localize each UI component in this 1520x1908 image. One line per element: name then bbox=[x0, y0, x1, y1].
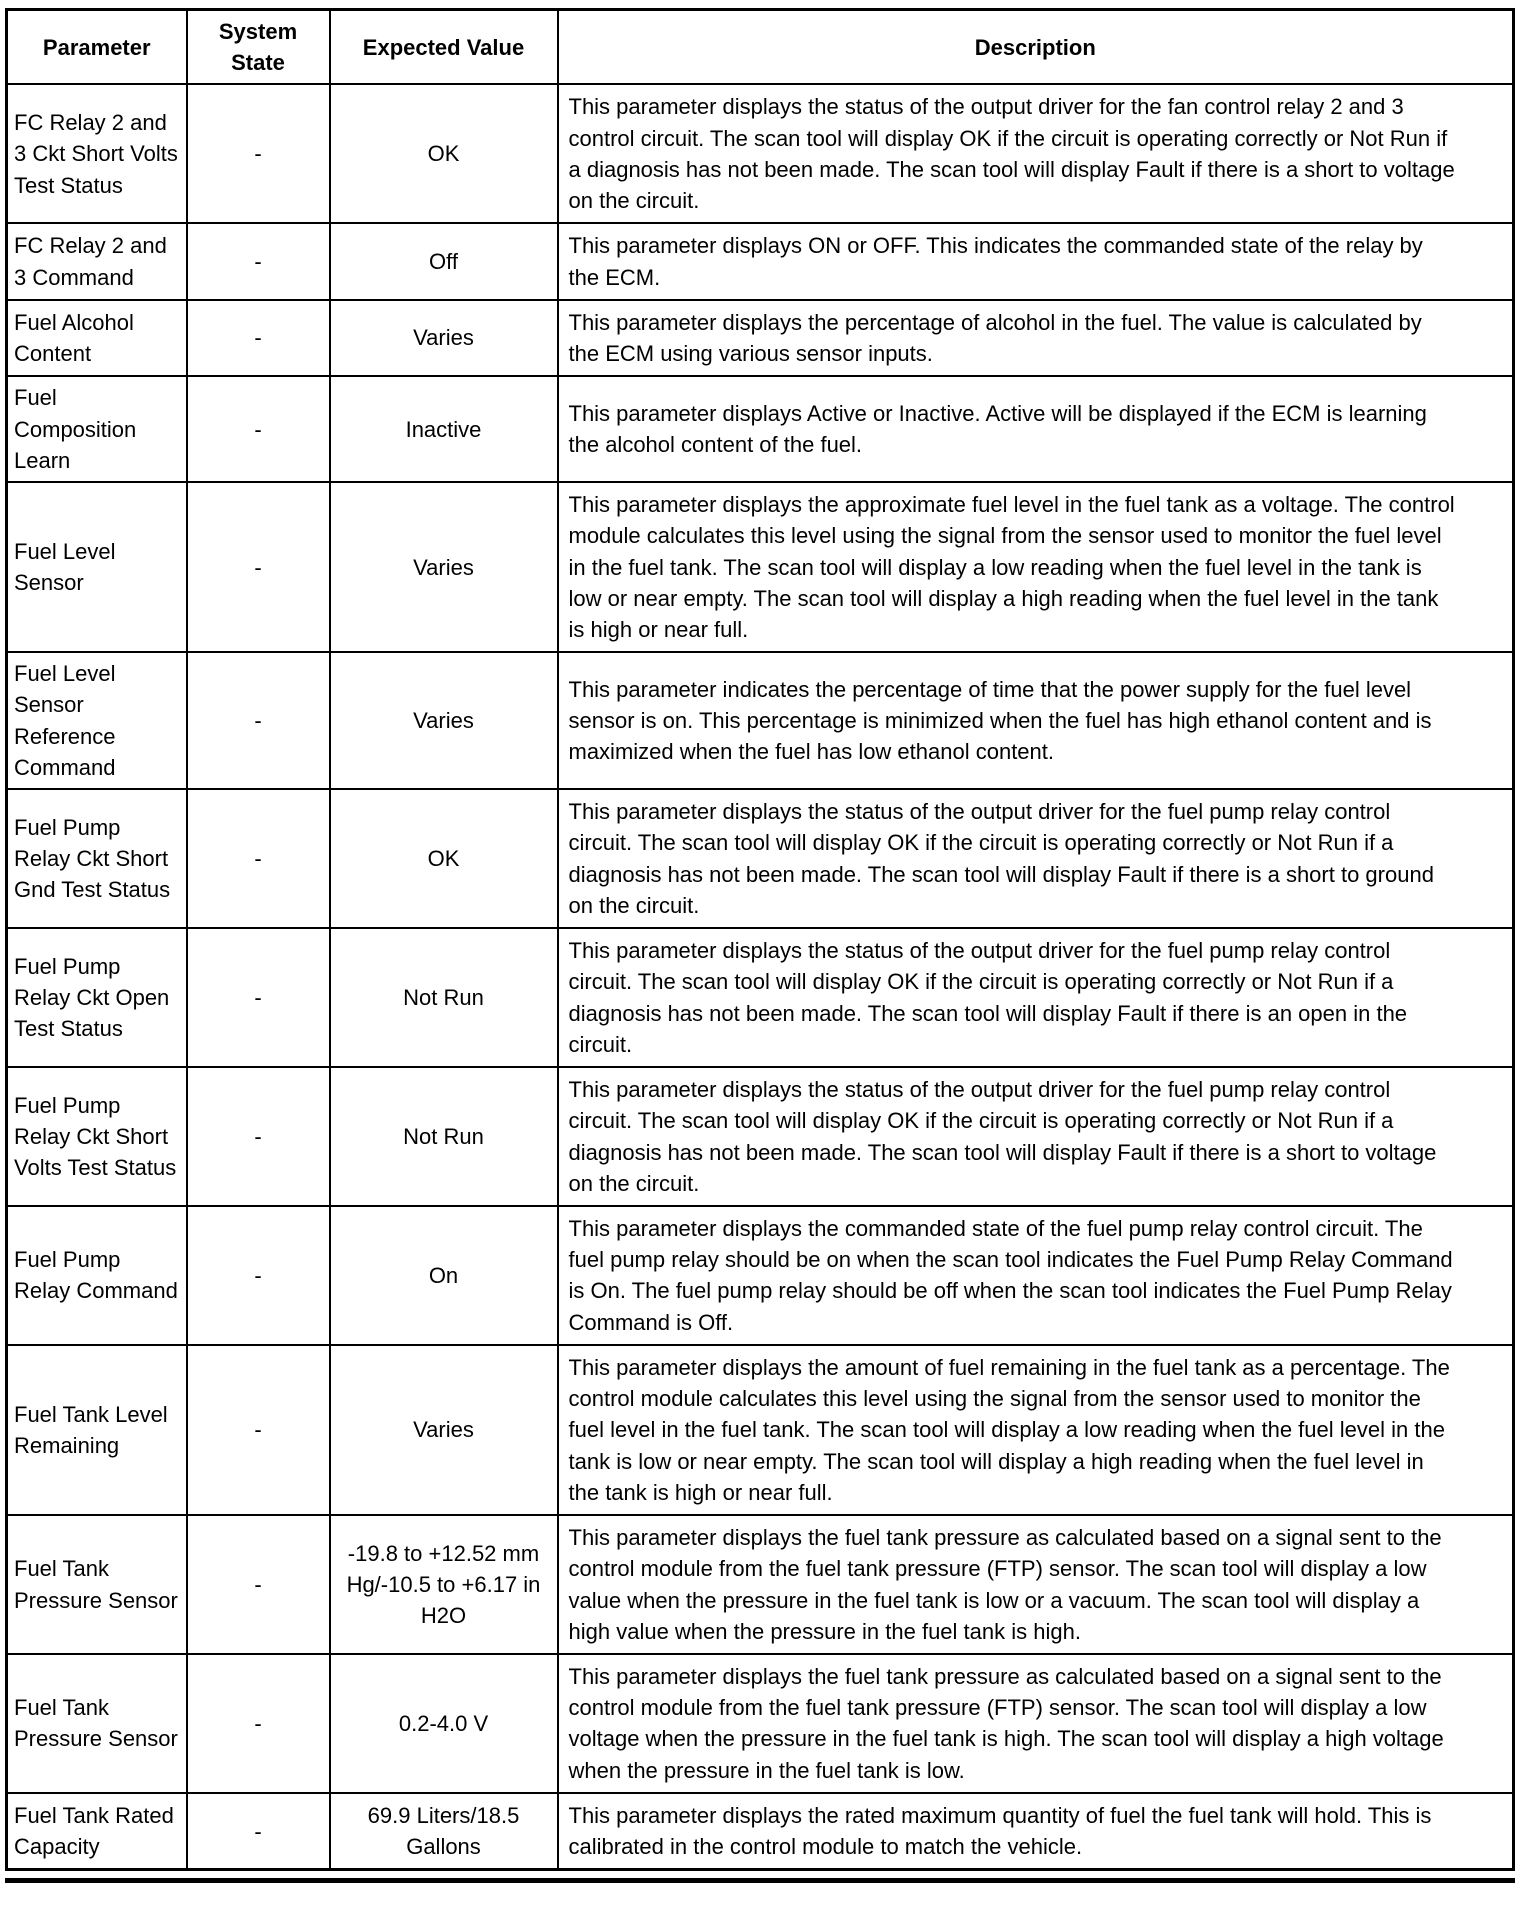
parameter-cell: Fuel Tank Pressure Sensor bbox=[7, 1515, 187, 1654]
table-row bbox=[7, 1793, 1514, 1870]
parameter-cell: Fuel Composition Learn bbox=[7, 376, 187, 482]
table-row bbox=[7, 789, 1514, 928]
table-row bbox=[7, 1067, 1514, 1206]
parameter-cell: FC Relay 2 and 3 Command bbox=[7, 223, 187, 299]
expected-value-cell: Varies bbox=[330, 300, 558, 376]
parameter-cell: Fuel Tank Level Remaining bbox=[7, 1345, 187, 1515]
table-row bbox=[7, 1515, 1514, 1654]
parameter-cell: Fuel Pump Relay Ckt Short Volts Test Status bbox=[7, 1067, 187, 1206]
table-row bbox=[7, 482, 1514, 652]
col-header-expected-value: Expected Value bbox=[330, 10, 558, 85]
system-state-cell: - bbox=[187, 1206, 330, 1345]
system-state-cell: - bbox=[187, 928, 330, 1067]
parameter-cell: Fuel Level Sensor Reference Command bbox=[7, 652, 187, 789]
expected-value-cell: 0.2-4.0 V bbox=[330, 1654, 558, 1793]
table-row bbox=[7, 223, 1514, 299]
col-header-description: Description bbox=[558, 10, 1514, 85]
system-state-cell: - bbox=[187, 84, 330, 223]
parameter-cell: Fuel Level Sensor bbox=[7, 482, 187, 652]
description-cell: This parameter displays the rated maximum quantity of fuel the fuel tank will hold. This is calibrated in the control module to match the vehicle. bbox=[558, 1793, 1514, 1870]
parameter-cell: Fuel Tank Rated Capacity bbox=[7, 1793, 187, 1870]
expected-value-cell: Off bbox=[330, 223, 558, 299]
system-state-cell: - bbox=[187, 482, 330, 652]
description-cell: This parameter displays ON or OFF. This indicates the commanded state of the relay by the ECM. bbox=[558, 223, 1514, 299]
parameter-cell: FC Relay 2 and 3 Ckt Short Volts Test Status bbox=[7, 84, 187, 223]
parameter-cell: Fuel Pump Relay Command bbox=[7, 1206, 187, 1345]
expected-value-cell: On bbox=[330, 1206, 558, 1345]
expected-value-cell: Inactive bbox=[330, 376, 558, 482]
table-row bbox=[7, 928, 1514, 1067]
description-cell: This parameter indicates the percentage of time that the power supply for the fuel level sensor is on. This percentage is minimized when the fuel has high ethanol content and is maximized when the fuel has low ethanol content. bbox=[558, 652, 1514, 789]
expected-value-cell: OK bbox=[330, 789, 558, 928]
next-table-cutoff-edge bbox=[5, 1878, 1515, 1883]
table-row bbox=[7, 1206, 1514, 1345]
expected-value-cell: Varies bbox=[330, 1345, 558, 1515]
table-row bbox=[7, 300, 1514, 376]
expected-value-cell: Not Run bbox=[330, 928, 558, 1067]
system-state-cell: - bbox=[187, 1515, 330, 1654]
header-row bbox=[7, 10, 1514, 85]
description-cell: This parameter displays the status of the output driver for the fan control relay 2 and 3 control circuit. The scan tool will display OK if the circuit is operating correctly or Not Run if a diagnosis has not been made. The scan tool will display Fault if there is a short to voltage on the circuit. bbox=[558, 84, 1514, 223]
expected-value-cell: Varies bbox=[330, 652, 558, 789]
table-row bbox=[7, 652, 1514, 789]
system-state-cell: - bbox=[187, 1654, 330, 1793]
parameter-cell: Fuel Tank Pressure Sensor bbox=[7, 1654, 187, 1793]
description-cell: This parameter displays Active or Inactive. Active will be displayed if the ECM is learning the alcohol content of the fuel. bbox=[558, 376, 1514, 482]
table-row bbox=[7, 1345, 1514, 1515]
table-row bbox=[7, 376, 1514, 482]
expected-value-cell: -19.8 to +12.52 mm Hg/-10.5 to +6.17 in H2O bbox=[330, 1515, 558, 1654]
scan-tool-parameter-table bbox=[5, 8, 1515, 1871]
system-state-cell: - bbox=[187, 1793, 330, 1870]
description-cell: This parameter displays the commanded state of the fuel pump relay control circuit. The fuel pump relay should be on when the scan tool indicates the Fuel Pump Relay Command is On. The fuel pump relay should be off when the scan tool indicates the Fuel Pump Relay Command is Off. bbox=[558, 1206, 1514, 1345]
description-cell: This parameter displays the percentage of alcohol in the fuel. The value is calculated by the ECM using various sensor inputs. bbox=[558, 300, 1514, 376]
description-cell: This parameter displays the fuel tank pressure as calculated based on a signal sent to the control module from the fuel tank pressure (FTP) sensor. The scan tool will display a low value when the pressure in the fuel tank is low or a vacuum. The scan tool will display a high value when the pressure in the fuel tank is high. bbox=[558, 1515, 1514, 1654]
system-state-cell: - bbox=[187, 223, 330, 299]
description-cell: This parameter displays the status of the output driver for the fuel pump relay control circuit. The scan tool will display OK if the circuit is operating correctly or Not Run if a diagnosis has not been made. The scan tool will display Fault if there is an open in the circuit. bbox=[558, 928, 1514, 1067]
parameter-cell: Fuel Pump Relay Ckt Short Gnd Test Status bbox=[7, 789, 187, 928]
description-cell: This parameter displays the amount of fuel remaining in the fuel tank as a percentage. The control module calculates this level using the signal from the sensor used to monitor the fuel level in the fuel tank. The scan tool will display a low reading when the fuel level in the tank is low or near empty. The scan tool will display a high reading when the fuel level in the tank is high or near full. bbox=[558, 1345, 1514, 1515]
system-state-cell: - bbox=[187, 652, 330, 789]
description-cell: This parameter displays the fuel tank pressure as calculated based on a signal sent to the control module from the fuel tank pressure (FTP) sensor. The scan tool will display a low voltage when the pressure in the fuel tank is high. The scan tool will display a high voltage when the pressure in the fuel tank is low. bbox=[558, 1654, 1514, 1793]
system-state-cell: - bbox=[187, 789, 330, 928]
system-state-cell: - bbox=[187, 1345, 330, 1515]
parameter-cell: Fuel Alcohol Content bbox=[7, 300, 187, 376]
system-state-cell: - bbox=[187, 376, 330, 482]
system-state-cell: - bbox=[187, 1067, 330, 1206]
expected-value-cell: 69.9 Liters/18.5 Gallons bbox=[330, 1793, 558, 1870]
description-cell: This parameter displays the status of the output driver for the fuel pump relay control circuit. The scan tool will display OK if the circuit is operating correctly or Not Run if a diagnosis has not been made. The scan tool will display Fault if there is a short to voltage on the circuit. bbox=[558, 1067, 1514, 1206]
expected-value-cell: OK bbox=[330, 84, 558, 223]
expected-value-cell: Not Run bbox=[330, 1067, 558, 1206]
expected-value-cell: Varies bbox=[330, 482, 558, 652]
parameter-cell: Fuel Pump Relay Ckt Open Test Status bbox=[7, 928, 187, 1067]
col-header-parameter: Parameter bbox=[7, 10, 187, 85]
description-cell: This parameter displays the approximate fuel level in the fuel tank as a voltage. The control module calculates this level using the signal from the sensor used to monitor the fuel level in the fuel tank. The scan tool will display a low reading when the fuel level in the tank is low or near empty. The scan tool will display a high reading when the fuel level in the tank is high or near full. bbox=[558, 482, 1514, 652]
col-header-system-state: System State bbox=[187, 10, 330, 85]
description-cell: This parameter displays the status of the output driver for the fuel pump relay control circuit. The scan tool will display OK if the circuit is operating correctly or Not Run if a diagnosis has not been made. The scan tool will display Fault if there is a short to ground on the circuit. bbox=[558, 789, 1514, 928]
table-row bbox=[7, 84, 1514, 223]
system-state-cell: - bbox=[187, 300, 330, 376]
table-row bbox=[7, 1654, 1514, 1793]
